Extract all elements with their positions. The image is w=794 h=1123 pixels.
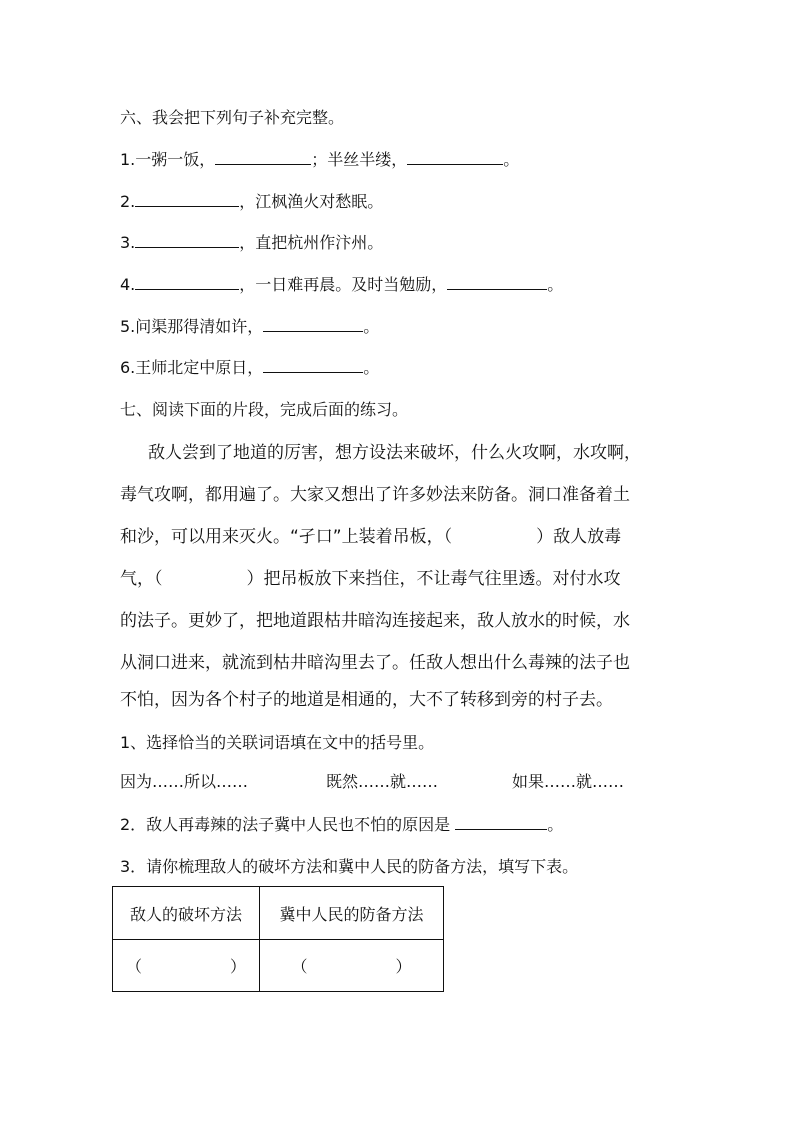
- answer-blank[interactable]: [263, 358, 363, 373]
- answer-blank[interactable]: [135, 192, 239, 207]
- passage-line: 和沙，可以用来灭火。“孑口”上装着吊板，（ ）敌人放毒: [120, 527, 622, 547]
- question-6-3: 3. ，直把杭州作汴州。: [120, 233, 384, 252]
- section6-heading: 六、我会把下列句子补充完整。: [120, 108, 345, 127]
- table-header-enemy-methods: 敌人的破坏方法: [113, 887, 260, 940]
- passage-line: 敌人尝到了地道的厉害，想方设法来破坏，什么火攻啊，水攻啊，: [148, 443, 641, 463]
- option-3: 如果……就……: [512, 772, 625, 791]
- question-7-2: 2．敌人再毒辣的法子冀中人民也不怕的原因是 。: [120, 815, 564, 834]
- passage-line: 从洞口进来，就流到枯井暗沟里去了。任敌人想出什么毒辣的法子也: [120, 653, 630, 673]
- question-6-1: 1.一粥一饭， ；半丝半缕， 。: [120, 150, 520, 169]
- answer-blank[interactable]: [215, 150, 311, 165]
- section7-heading: 七、阅读下面的片段，完成后面的练习。: [120, 400, 409, 419]
- question-6-6: 6.王师北定中原日， 。: [120, 358, 380, 377]
- answer-blank[interactable]: [455, 815, 547, 830]
- question-6-5: 5.问渠那得清如许， 。: [120, 317, 380, 336]
- option-1: 因为……所以……: [120, 772, 249, 791]
- answer-blank[interactable]: [135, 233, 239, 248]
- answer-blank[interactable]: [407, 150, 503, 165]
- passage-line: 的法子。更妙了，把地道跟枯井暗沟连接起来，敌人放水的时候，水: [120, 611, 630, 631]
- passage-line: 不怕，因为各个村子的地道是相通的，大不了转移到旁的村子去。: [120, 690, 613, 710]
- question-6-4: 4. ，一日难再晨。及时当勉励， 。: [120, 275, 564, 294]
- question-6-2: 2. ，江枫渔火对愁眠。: [120, 192, 384, 211]
- answer-blank[interactable]: [447, 275, 547, 290]
- methods-table: [112, 886, 444, 992]
- table-answer-cell-enemy[interactable]: （ ）: [113, 940, 260, 992]
- option-2: 既然……就……: [326, 772, 439, 791]
- table-answer-cell-defense[interactable]: （ ）: [260, 940, 444, 992]
- answer-blank[interactable]: [263, 317, 363, 332]
- question-7-3: 3．请你梳理敌人的破坏方法和冀中人民的防备方法，填写下表。: [120, 857, 579, 876]
- table-header-defense-methods: 冀中人民的防备方法: [260, 887, 444, 940]
- answer-blank[interactable]: [135, 275, 239, 290]
- passage-line: 气，（ ）把吊板放下来挡住，不让毒气往里透。对付水攻: [120, 569, 621, 589]
- passage-line: 毒气攻啊，都用遍了。大家又想出了许多妙法来防备。洞口准备着土: [120, 485, 630, 505]
- question-7-1: 1、选择恰当的关联词语填在文中的括号里。: [120, 733, 435, 752]
